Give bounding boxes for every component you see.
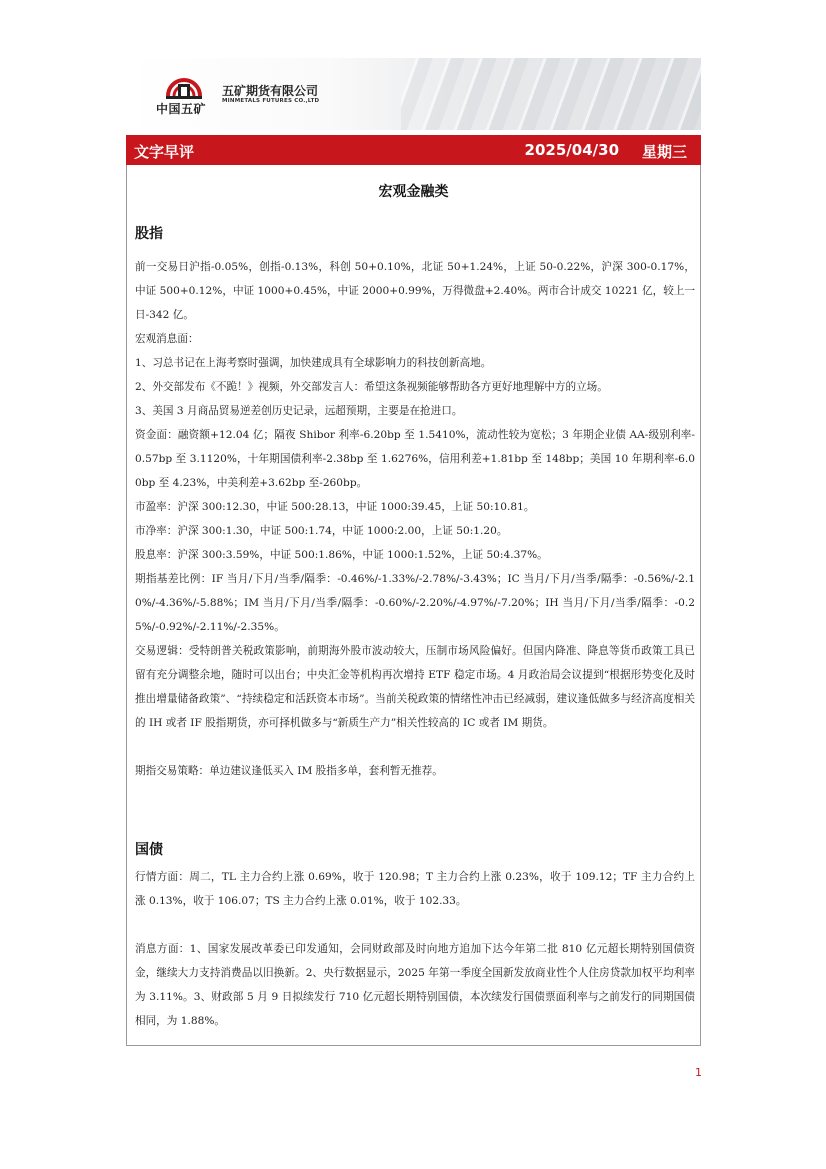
basis-ratio-paragraph: 期指基差比例：IF 当月/下月/当季/隔季：-0.46%/-1.33%/-2.78%/-3.43%；IC 当月/下月/当季/隔季：-0.56%/-2.10%/-4.36%/-5.88%；IM 当月/下月/当季/隔季：-0.60%/-2.20%/-4.97%/-7.20%；IH 当月/下月/当季/隔季：-0.25%/-0.92%/-2.11%/-2.35%。 <box>135 573 695 633</box>
stock-index-heading: 股指 <box>135 226 163 242</box>
company-name-cn: 五矿期货有限公司 <box>222 84 319 98</box>
trading-strategy-line: 期指交易策略：单边建议逢低买入 IM 股指多单，套利暂无推荐。 <box>135 765 443 777</box>
report-date: 2025/04/30 <box>524 141 619 159</box>
dividend-yield-line: 股息率：沪深 300:3.59%，中证 500:1.86%，中证 1000:1.52%，上证 50:4.37%。 <box>135 549 548 561</box>
page-number: 1 <box>695 1066 702 1079</box>
pb-ratio-line: 市净率：沪深 300:1.30，中证 500:1.74，中证 1000:2.00，上证 50:1.20。 <box>135 525 508 537</box>
content-frame <box>126 165 701 1046</box>
pe-ratio-line: 市盈率：沪深 300:12.30，中证 500:28.13，中证 1000:39.45，上证 50:10.81。 <box>135 501 535 513</box>
trading-logic-paragraph: 交易逻辑：受特朗普关税政策影响，前期海外股市波动较大，压制市场风险偏好。但国内降准、降息等货币政策工具已留有充分调整余地，随时可以出台；中央汇金等机构再次增持 ETF 稳定市场。4 月政治局会议提到“根据形势变化及时推出增量储备政策”、“持续稳定和活跃资本市场”。当前关税政策的情绪性冲击已经减弱，建议逢低做多与经济高度相关的 IH 或者 IF 股指期货，亦可择机做多与“新质生产力”相关性较高的 IC 或者 IM 期货。 <box>135 645 695 729</box>
bonds-heading: 国债 <box>135 842 163 858</box>
company-name-en: MINMETALS FUTURES CO.,LTD <box>222 98 320 104</box>
funding-paragraph: 资金面：融资额+12.04 亿；隔夜 Shibor 利率-6.20bp 至 1.5410%，流动性较为宽松；3 年期企业债 AA-级别利率-0.57bp 至 3.1120%，十年期国债利率-2.38bp 至 1.6276%，信用利差+1.81bp 至 148bp；美国 10 年期利率-6.00bp 至 4.23%，中美利差+3.62bp 至-260bp。 <box>135 429 695 489</box>
title-bar <box>126 135 701 165</box>
logo-text: 中国五矿 <box>156 102 207 116</box>
bonds-news-paragraph: 消息方面：1、国家发展改革委已印发通知，会同财政部及时向地方追加下达今年第二批 810 亿元超长期特别国债资金，继续大力支持消费品以旧换新。2、央行数据显示，2025 年第一季度全国新发放商业性个人住房贷款加权平均利率为 3.11%。3、财政部 5 月 9 日拟续发行 710 亿元超长期特别国债，本次续发行国债票面利率与之前发行的同期国债相同，为 1.88%。 <box>135 943 695 1027</box>
macro-news-item-2: 2、外交部发布《不跪！》视频，外交部发言人：希望这条视频能够帮助各方更好地理解中方的立场。 <box>135 381 608 393</box>
macro-news-item-3: 3、美国 3 月商品贸易逆差创历史记录，远超预期，主要是在抢进口。 <box>135 405 463 417</box>
minmetals-logo-icon <box>164 70 204 100</box>
bonds-market-paragraph: 行情方面：周二，TL 主力合约上涨 0.69%，收于 120.98；T 主力合约上涨 0.23%，收于 109.12；TF 主力合约上涨 0.13%，收于 106.07；TS 主力合约上涨 0.01%，收于 102.33。 <box>135 871 695 907</box>
macro-news-label: 宏观消息面： <box>135 333 199 345</box>
report-header <box>126 58 701 130</box>
stock-index-market-summary: 前一交易日沪指-0.05%，创指-0.13%，科创 50+0.10%，北证 50+1.24%，上证 50-0.22%，沪深 300-0.17%，中证 500+0.12%，中证 1000+0.45%，中证 2000+0.99%，万得微盘+2.40%。两市合计成交 10221 亿，较上一日-342 亿。 <box>135 261 695 321</box>
macro-news-item-1: 1、习总书记在上海考察时强调，加快建成具有全球影响力的科技创新高地。 <box>135 357 492 369</box>
section-title: 宏观金融类 <box>378 184 449 200</box>
report-type-label: 文字早评 <box>134 143 195 161</box>
report-weekday: 星期三 <box>641 143 687 161</box>
header-decoration <box>401 58 701 130</box>
